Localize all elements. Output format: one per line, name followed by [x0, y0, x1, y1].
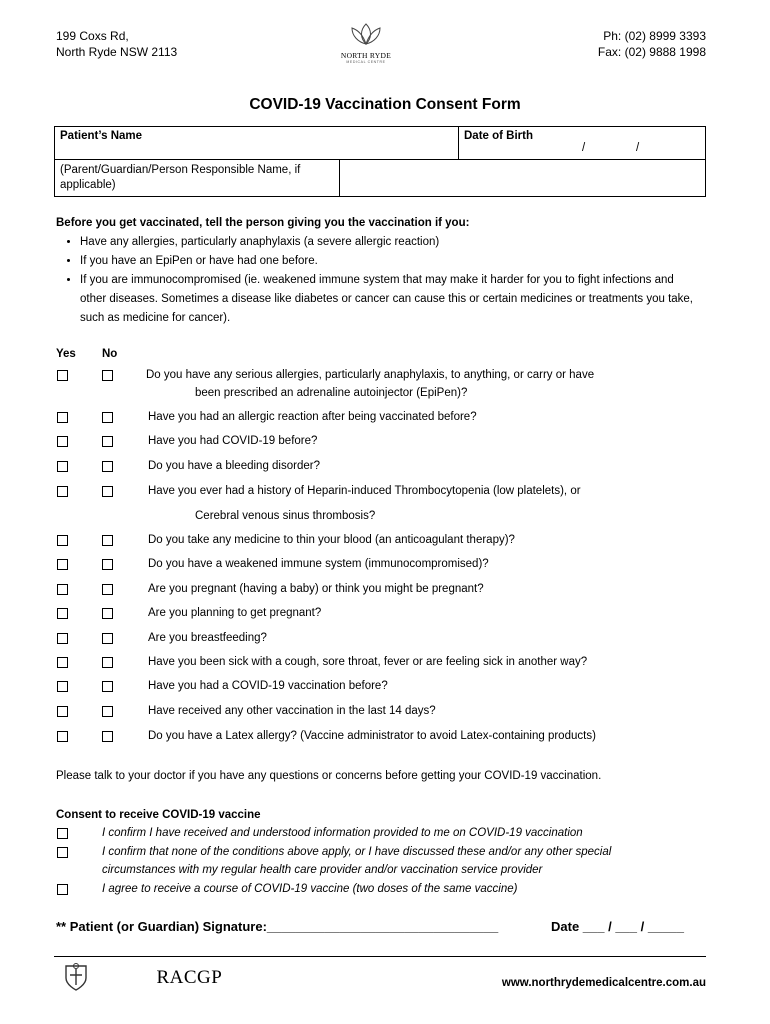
question-row	[0, 366, 770, 385]
consent-item	[0, 843, 770, 862]
consent-item	[0, 824, 770, 843]
question-row	[0, 482, 770, 501]
clinic-address	[56, 28, 177, 60]
question-text: Are you planning to get pregnant?	[148, 607, 322, 619]
question-text: Have you ever had a history of Heparin-induced Thrombocytopenia (low platelets), or	[148, 485, 581, 497]
consent-checkbox[interactable]	[57, 884, 68, 895]
consent-text: I confirm that none of the conditions above apply, or I have discussed these and/or any other special	[102, 846, 612, 858]
no-checkbox[interactable]	[102, 535, 113, 546]
no-checkbox[interactable]	[102, 608, 113, 619]
no-checkbox[interactable]	[102, 706, 113, 717]
question-row	[0, 727, 770, 746]
question-text: Do you have a Latex allergy? (Vaccine administrator to avoid Latex-containing products)	[148, 730, 596, 742]
yes-checkbox[interactable]	[57, 657, 68, 668]
no-checkbox[interactable]	[102, 370, 113, 381]
question-text: Have received any other vaccination in the last 14 days?	[148, 705, 436, 717]
logo-subtitle: MEDICAL CENTRE	[346, 60, 386, 64]
question-row	[0, 580, 770, 599]
question-row	[0, 653, 770, 672]
guardian-name-field[interactable]	[340, 160, 706, 197]
yes-checkbox[interactable]	[57, 633, 68, 644]
question-row	[0, 531, 770, 550]
consent-text: I agree to receive a course of COVID-19 vaccine (two doses of the same vaccine)	[102, 883, 518, 895]
consent-heading: Consent to receive COVID-19 vaccine	[56, 809, 261, 821]
question-row	[0, 457, 770, 476]
dob-slash-2: /	[636, 142, 640, 154]
no-checkbox[interactable]	[102, 657, 113, 668]
intro-bullet-list	[56, 233, 716, 328]
address-line-2: North Ryde NSW 2113	[56, 45, 178, 59]
yes-checkbox[interactable]	[57, 608, 68, 619]
patient-name-field[interactable]	[55, 127, 459, 160]
lotus-icon	[346, 20, 386, 46]
question-text: Do you have a weakened immune system (immunocompromised)?	[148, 558, 489, 570]
yes-checkbox[interactable]	[57, 535, 68, 546]
patient-details-table	[54, 126, 706, 197]
no-checkbox[interactable]	[102, 584, 113, 595]
guardian-label-cell	[55, 160, 340, 197]
consent-checkbox[interactable]	[57, 828, 68, 839]
intro-bullet-3: • If you are immunocompromised (ie. weakened immune system that may make it harder for you to fight infections and other diseases. Sometimes a disease like diabetes or cancer can cause this or certain medicines or treatments you take, such as medicine for cancer).	[80, 271, 716, 328]
dob-slash-1: /	[582, 142, 586, 154]
doctor-note: Please talk to your doctor if you have any questions or concerns before getting your COVID-19 vaccination.	[56, 770, 602, 782]
consent-item	[0, 880, 770, 899]
question-text: Have you been sick with a cough, sore throat, fever or are feeling sick in another way?	[148, 656, 588, 668]
footer-divider	[54, 956, 706, 957]
yes-checkbox[interactable]	[57, 412, 68, 423]
yes-checkbox[interactable]	[57, 706, 68, 717]
question-row	[0, 629, 770, 648]
consent-text: I confirm I have received and understood information provided to me on COVID-19 vaccination	[102, 827, 583, 839]
dob-field[interactable]	[459, 127, 706, 160]
question-text-continued: Cerebral venous sinus thrombosis?	[195, 510, 376, 522]
guardian-label: (Parent/Guardian/Person Responsible Name, if applicable)	[60, 164, 301, 191]
racgp-text: RACGP	[156, 967, 223, 989]
phone-number: Ph: (02) 8999 3393	[603, 29, 706, 43]
question-text: Do you have a bleeding disorder?	[148, 460, 320, 472]
question-row	[0, 408, 770, 427]
no-checkbox[interactable]	[102, 486, 113, 497]
question-row	[0, 432, 770, 451]
clinic-logo	[326, 20, 406, 66]
question-row	[0, 604, 770, 623]
question-text: Are you pregnant (having a baby) or think you might be pregnant?	[148, 583, 484, 595]
consent-text-continued: circumstances with my regular health care provider and/or vaccination service provider	[102, 864, 543, 876]
address-line-1: 199 Coxs Rd,	[56, 29, 129, 43]
yes-checkbox[interactable]	[57, 731, 68, 742]
clinic-contact	[598, 28, 706, 60]
no-checkbox[interactable]	[102, 633, 113, 644]
yes-column-header: Yes	[56, 348, 76, 360]
signature-date[interactable]: Date ___ / ___ / _____	[551, 919, 684, 934]
form-title: COVID-19 Vaccination Consent Form	[249, 96, 521, 113]
no-checkbox[interactable]	[102, 731, 113, 742]
consent-item-continuation	[0, 861, 770, 880]
yes-checkbox[interactable]	[57, 461, 68, 472]
intro-heading: Before you get vaccinated, tell the person giving you the vaccination if you:	[56, 217, 470, 229]
no-checkbox[interactable]	[102, 559, 113, 570]
question-text: Do you take any medicine to thin your blood (an anticoagulant therapy)?	[148, 534, 515, 546]
question-row	[0, 702, 770, 721]
question-text: Are you breastfeeding?	[148, 632, 267, 644]
yes-checkbox[interactable]	[57, 370, 68, 381]
patient-name-label: Patient’s Name	[60, 130, 143, 142]
racgp-logo	[62, 962, 223, 992]
question-text: Do you have any serious allergies, particularly anaphylaxis, to anything, or carry or have	[146, 369, 595, 381]
yes-checkbox[interactable]	[57, 681, 68, 692]
question-text-continued: been prescribed an adrenaline autoinjector (EpiPen)?	[195, 387, 468, 399]
no-checkbox[interactable]	[102, 461, 113, 472]
website-url[interactable]: www.northrydemedicalcentre.com.au	[501, 977, 706, 989]
consent-checkbox[interactable]	[57, 847, 68, 858]
racgp-crest-icon	[62, 962, 90, 992]
intro-section	[56, 214, 716, 328]
yes-checkbox[interactable]	[57, 486, 68, 497]
no-column-header: No	[102, 348, 118, 360]
logo-name: NORTH RYDE	[340, 51, 392, 60]
fax-number: Fax: (02) 9888 1998	[597, 45, 706, 59]
no-checkbox[interactable]	[102, 436, 113, 447]
yes-checkbox[interactable]	[57, 436, 68, 447]
yes-checkbox[interactable]	[57, 559, 68, 570]
intro-bullet-2: • If you have an EpiPen or have had one before.	[80, 252, 716, 271]
question-row	[0, 555, 770, 574]
signature-line[interactable]: ** Patient (or Guardian) Signature:________________________________	[56, 919, 499, 934]
question-text: Have you had an allergic reaction after being vaccinated before?	[148, 411, 477, 423]
yes-checkbox[interactable]	[57, 584, 68, 595]
intro-bullet-1: • Have any allergies, particularly anaphylaxis (a severe allergic reaction)	[80, 233, 716, 252]
dob-label: Date of Birth	[464, 130, 533, 142]
no-checkbox[interactable]	[102, 412, 113, 423]
question-row-continuation	[0, 384, 770, 403]
question-text: Have you had a COVID-19 vaccination before?	[148, 680, 388, 692]
question-row-continuation	[0, 507, 770, 526]
no-checkbox[interactable]	[102, 681, 113, 692]
question-row	[0, 677, 770, 696]
question-text: Have you had COVID-19 before?	[148, 435, 318, 447]
